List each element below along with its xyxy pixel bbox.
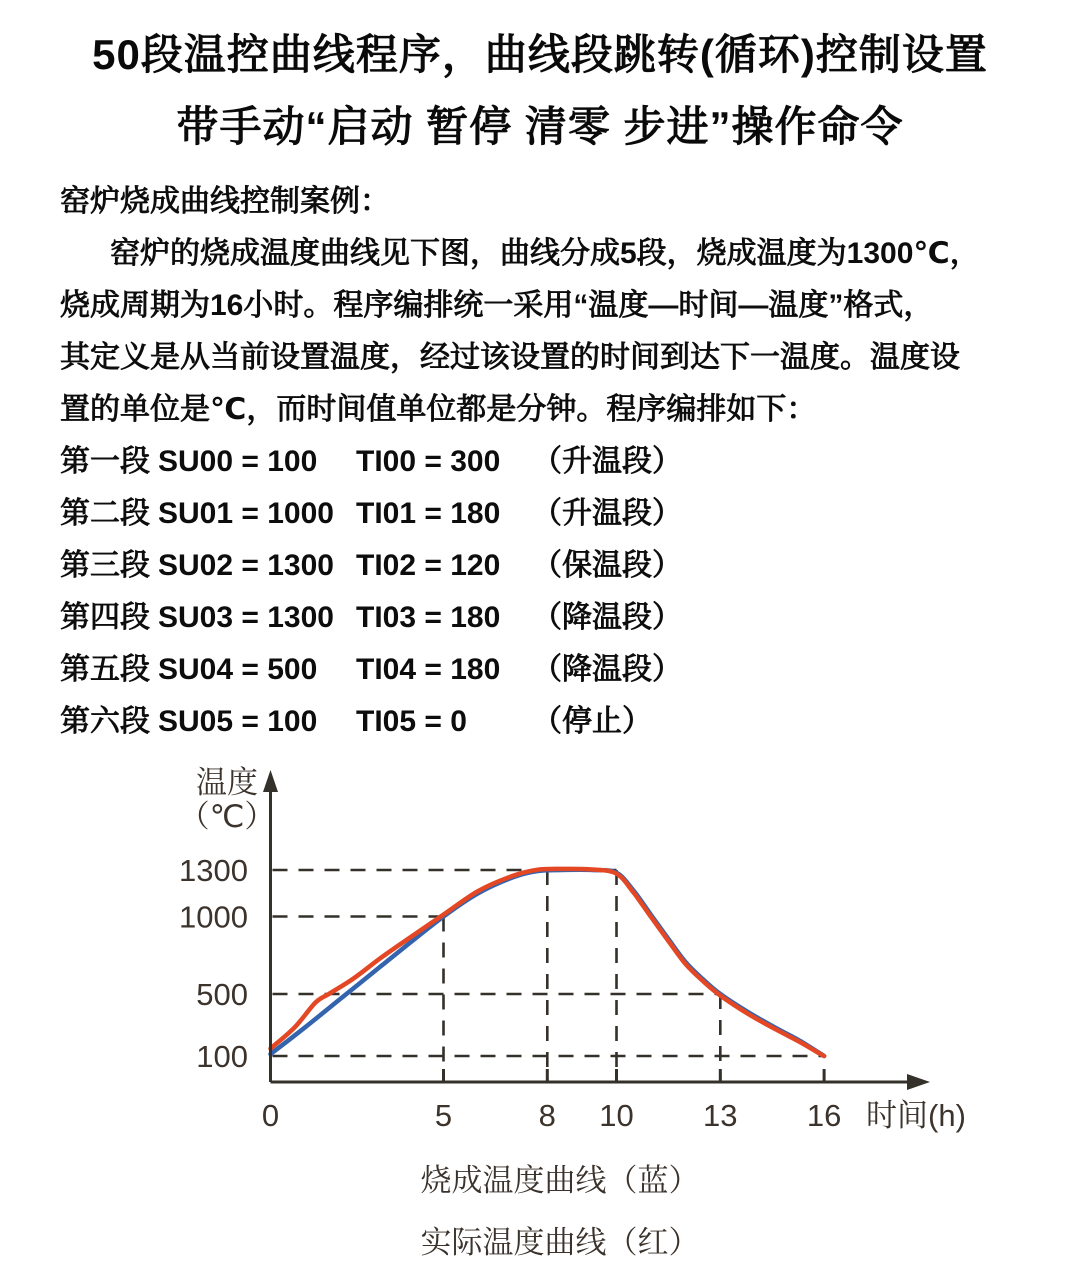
svg-text:0: 0 — [261, 1098, 280, 1133]
svg-text:13: 13 — [703, 1098, 738, 1133]
segment-su-value: SU02 = 1300 — [158, 549, 334, 582]
svg-text:100: 100 — [196, 1039, 248, 1074]
segment-su-value: SU01 = 1000 — [158, 497, 334, 530]
segment-su-value: SU04 = 500 — [158, 653, 318, 686]
program-segment-row — [60, 488, 980, 540]
segment-note: （停止） — [532, 705, 652, 738]
segment-label: 第五段 — [60, 653, 150, 686]
page-title-line-2: 带手动“启动 暂停 清零 步进”操作命令 — [176, 103, 904, 150]
chart-legend — [0, 1150, 1080, 1274]
program-segment-row — [60, 540, 980, 592]
program-segment-row — [60, 592, 980, 644]
svg-text:温度: 温度 — [196, 765, 258, 800]
segment-label: 第一段 — [60, 445, 150, 478]
segment-ti-value: TI04 = 180 — [356, 653, 501, 686]
segment-note: （降温段） — [532, 653, 682, 686]
paragraph-line-1: 窑炉的烧成温度曲线见下图，曲线分成5段，烧成温度为1300℃， — [110, 237, 980, 270]
segment-label: 第二段 — [60, 497, 150, 530]
program-segment-row — [60, 644, 980, 696]
segment-note: （升温段） — [532, 497, 682, 530]
page-title-line-1: 50段温控曲线程序，曲线段跳转(循环)控制设置 — [92, 31, 988, 78]
segment-ti-value: TI03 = 180 — [356, 601, 501, 634]
paragraph-line-4: 置的单位是℃，而时间值单位都是分钟。程序编排如下： — [60, 393, 817, 426]
segment-su-value: SU00 = 100 — [158, 445, 318, 478]
segment-su-value: SU03 = 1300 — [158, 601, 334, 634]
case-heading: 窑炉烧成曲线控制案例： — [60, 185, 390, 218]
segment-ti-value: TI00 = 300 — [356, 445, 501, 478]
body-text-block — [60, 176, 980, 748]
legend-red-label: 实际温度曲线（红） — [420, 1225, 700, 1260]
svg-text:1000: 1000 — [179, 899, 248, 935]
svg-text:5: 5 — [434, 1098, 453, 1133]
svg-text:时间(h): 时间(h) — [866, 1098, 966, 1133]
segment-note: （升温段） — [532, 445, 682, 478]
svg-text:16: 16 — [806, 1098, 842, 1133]
paragraph-line-2: 烧成周期为16小时。程序编排统一采用“温度—时间—温度”格式， — [60, 289, 934, 322]
svg-text:1300: 1300 — [179, 853, 248, 888]
paragraph-line-3: 其定义是从当前设置温度，经过该设置的时间到达下一温度。温度设 — [60, 341, 960, 374]
program-segment-row — [60, 436, 980, 488]
segment-label: 第三段 — [60, 549, 150, 582]
segment-label: 第四段 — [60, 601, 150, 634]
svg-text:10: 10 — [599, 1098, 634, 1133]
segment-ti-value: TI01 = 180 — [356, 497, 501, 530]
segment-note: （降温段） — [532, 601, 682, 634]
legend-blue-label: 烧成温度曲线（蓝） — [420, 1163, 700, 1198]
segment-su-value: SU05 = 100 — [158, 705, 318, 738]
svg-text:500: 500 — [196, 977, 248, 1012]
segment-label: 第六段 — [60, 705, 150, 738]
segment-note: （保温段） — [532, 549, 682, 582]
segment-ti-value: TI05 = 0 — [356, 705, 467, 738]
segment-ti-value: TI02 = 120 — [356, 549, 501, 582]
svg-text:（℃）: （℃） — [178, 799, 276, 834]
svg-text:8: 8 — [538, 1098, 556, 1133]
program-segment-row — [60, 696, 980, 748]
